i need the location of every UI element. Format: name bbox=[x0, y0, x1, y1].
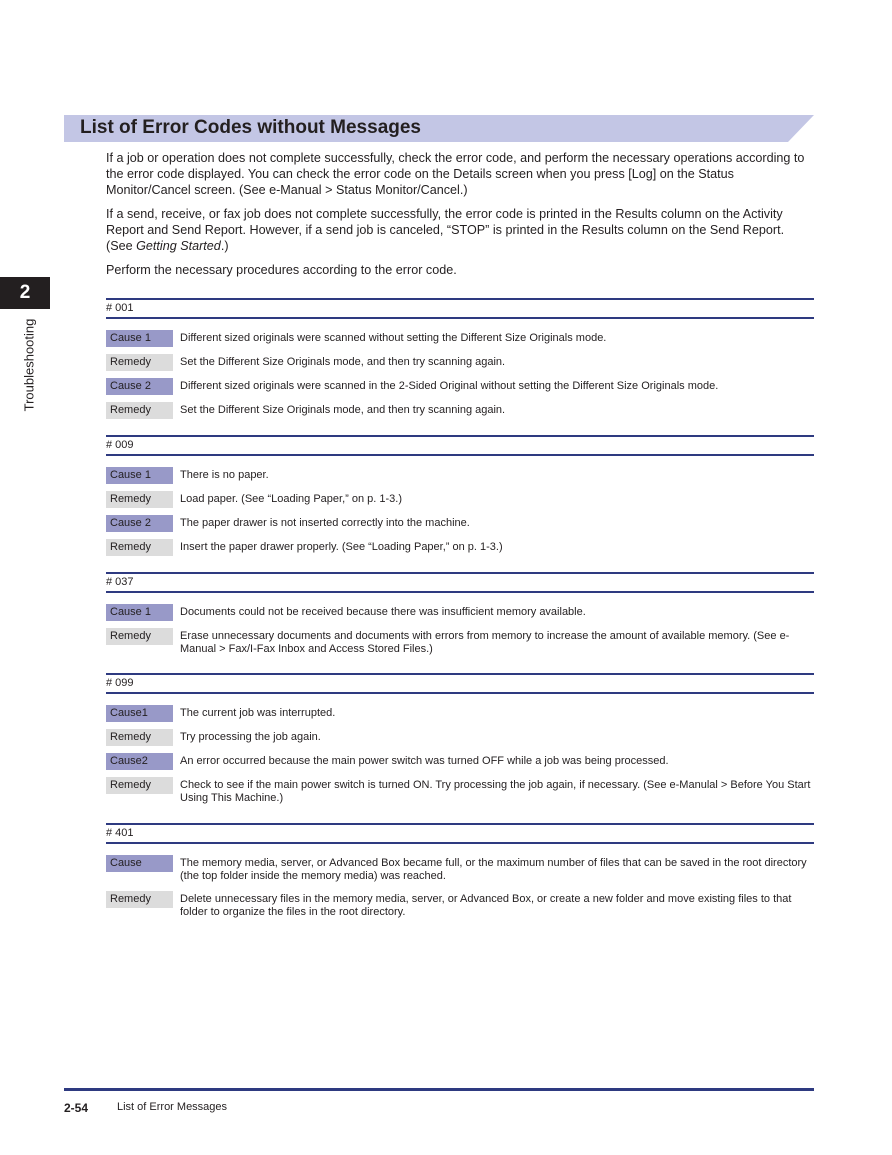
error-section-009 bbox=[106, 435, 814, 563]
cause-tag: Cause bbox=[106, 855, 173, 872]
table-row bbox=[106, 753, 814, 769]
intro-p2-italic: Getting Started bbox=[136, 239, 221, 253]
cause-tag: Cause 1 bbox=[106, 604, 173, 621]
error-code-header: # 037 bbox=[106, 572, 814, 593]
error-section-037 bbox=[106, 572, 814, 664]
error-section-401 bbox=[106, 823, 814, 927]
table-row bbox=[106, 515, 814, 531]
table-row bbox=[106, 729, 814, 745]
page-number: 2-54 bbox=[64, 1101, 89, 1115]
remedy-tag: Remedy bbox=[106, 491, 173, 508]
table-row bbox=[106, 354, 814, 370]
remedy-tag: Remedy bbox=[106, 777, 173, 794]
remedy-tag: Remedy bbox=[106, 539, 173, 556]
cause-tag: Cause 2 bbox=[106, 515, 173, 532]
error-code-header: # 401 bbox=[106, 823, 814, 844]
chapter-label: Troubleshooting bbox=[21, 318, 37, 412]
intro-paragraph-1: If a job or operation does not complete successfully, check the error code, and perform the necessary operations according to the error code displayed. You can check the error code on the Details screen when you press [Log] on the Status Monitor/Cancel screen. (See e-Manual > Status Monitor/Cancel.) bbox=[106, 151, 805, 197]
intro-paragraph-2 bbox=[106, 206, 814, 254]
error-section-099 bbox=[106, 673, 814, 813]
table-row bbox=[106, 330, 814, 346]
cause-tag: Cause2 bbox=[106, 753, 173, 770]
cause-tag: Cause 1 bbox=[106, 330, 173, 347]
table-row bbox=[106, 467, 814, 483]
cause-text: There is no paper. bbox=[180, 469, 269, 481]
cause-tag: Cause 2 bbox=[106, 378, 173, 395]
remedy-tag: Remedy bbox=[106, 729, 173, 746]
cause-tag: Cause 1 bbox=[106, 467, 173, 484]
remedy-text: Set the Different Size Originals mode, and then try scanning again. bbox=[180, 404, 506, 416]
table-row bbox=[106, 491, 814, 507]
remedy-text: Check to see if the main power switch is turned ON. Try processing the job again, if necessary. (See e-Manulal > Before You Start Using This Machine.) bbox=[180, 779, 811, 804]
error-section-001 bbox=[106, 298, 814, 426]
cause-text: The current job was interrupted. bbox=[180, 707, 336, 719]
cause-text: Different sized originals were scanned in the 2-Sided Original without setting the Different Size Originals mode. bbox=[180, 380, 719, 392]
cause-text: The memory media, server, or Advanced Box became full, or the maximum number of files that can be saved in the root directory (the top folder inside the memory media) was reached. bbox=[180, 857, 807, 882]
table-row bbox=[106, 604, 814, 620]
page-title: List of Error Codes without Messages bbox=[80, 117, 421, 138]
footer-title: List of Error Messages bbox=[117, 1101, 228, 1113]
remedy-text: Load paper. (See “Loading Paper,” on p. 1-3.) bbox=[180, 493, 402, 505]
remedy-tag: Remedy bbox=[106, 891, 173, 908]
table-row bbox=[106, 539, 814, 555]
table-row bbox=[106, 378, 814, 394]
remedy-text: Delete unnecessary files in the memory media, server, or Advanced Box, or create a new folder and move existing files to that folder to organize the files in the root directory. bbox=[180, 893, 792, 918]
remedy-tag: Remedy bbox=[106, 402, 173, 419]
table-row bbox=[106, 628, 814, 656]
intro-text bbox=[106, 150, 814, 286]
cause-text: Different sized originals were scanned without setting the Different Size Originals mode. bbox=[180, 332, 607, 344]
intro-paragraph-3: Perform the necessary procedures according to the error code. bbox=[106, 263, 457, 277]
remedy-tag: Remedy bbox=[106, 354, 173, 371]
cause-text: The paper drawer is not inserted correctly into the machine. bbox=[180, 517, 470, 529]
remedy-tag: Remedy bbox=[106, 628, 173, 645]
remedy-text: Insert the paper drawer properly. (See “Loading Paper,” on p. 1-3.) bbox=[180, 541, 503, 553]
error-code-header: # 001 bbox=[106, 298, 814, 319]
intro-p2-after: .) bbox=[220, 239, 229, 253]
cause-text: Documents could not be received because there was insufficient memory available. bbox=[180, 606, 586, 618]
table-row bbox=[106, 855, 814, 883]
error-code-header: # 099 bbox=[106, 673, 814, 694]
intro-p2-before: If a send, receive, or fax job does not complete successfully, the error code is printed in the Results column on the Activity Report and Send Report. However, if a send job is canceled, “STOP” is printed in the Results column on the Send Report. (See bbox=[106, 207, 785, 253]
table-row bbox=[106, 891, 814, 919]
remedy-text: Set the Different Size Originals mode, and then try scanning again. bbox=[180, 356, 506, 368]
cause-tag: Cause1 bbox=[106, 705, 173, 722]
table-row bbox=[106, 777, 814, 805]
cause-text: An error occurred because the main power switch was turned OFF while a job was being processed. bbox=[180, 755, 669, 767]
error-code-header: # 009 bbox=[106, 435, 814, 456]
remedy-text: Erase unnecessary documents and documents with errors from memory to increase the amount of available memory. (See e-Manual > Fax/I-Fax Inbox and Access Stored Files.) bbox=[180, 630, 790, 655]
table-row bbox=[106, 705, 814, 721]
remedy-text: Try processing the job again. bbox=[180, 731, 321, 743]
chapter-number-tab: 2 bbox=[0, 277, 50, 309]
footer-divider bbox=[64, 1088, 814, 1091]
table-row bbox=[106, 402, 814, 418]
